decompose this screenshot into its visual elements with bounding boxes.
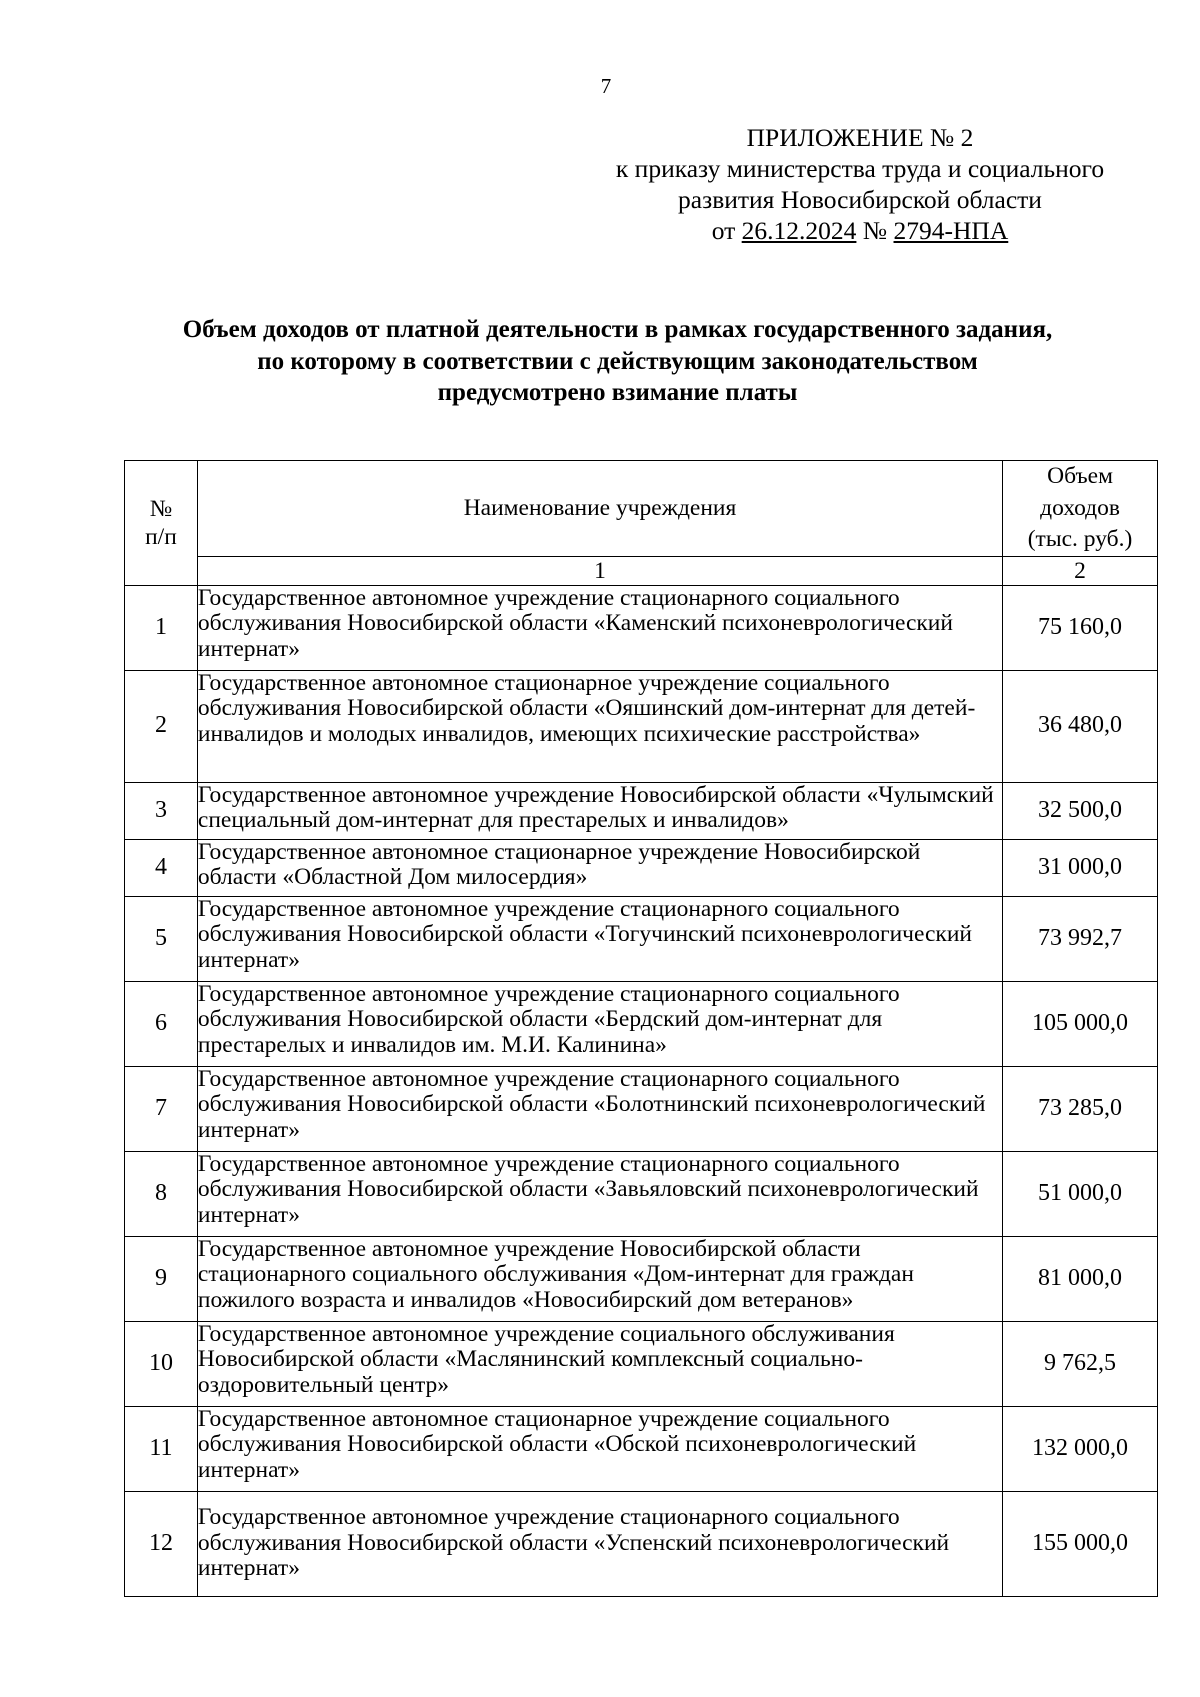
institution-name: Государственное автономное стационарное учреждение социального обслуживания Новосибирской области «Ояшинский дом-интернат для детей-инвалидов и молодых инвалидов, имеющих психические расстройства» [197,670,1002,782]
institution-name: Государственное автономное учреждение стационарного социального обслуживания Новосибирской области «Завьяловский психоневрологический интернат» [197,1151,1002,1236]
appendix-order-line: к приказу министерства труда и социального [615,154,1105,183]
row-number: 9 [125,1236,198,1321]
institution-name: Государственное автономное стационарное учреждение Новосибирской области «Областной Дом милосердия» [197,839,1002,896]
header-volume-line-3: (тыс. руб.) [1027,526,1133,552]
row-number: 3 [125,782,198,839]
number-prefix: № [862,216,888,245]
row-number: 1 [125,585,198,670]
income-value: 132 000,0 [1003,1406,1158,1491]
document-title-line-1: Объем доходов от платной деятельности в рамках государственного задания, [182,316,1053,343]
row-number: 10 [125,1321,198,1406]
income-value: 51 000,0 [1003,1151,1158,1236]
date-prefix: от [711,216,736,245]
header-institution-name: Наименование учреждения [197,461,1002,557]
income-value: 155 000,0 [1003,1491,1158,1596]
row-number: 4 [125,839,198,896]
row-number: 6 [125,981,198,1066]
table-row [125,1236,1158,1321]
income-value: 31 000,0 [1003,839,1158,896]
income-table [124,460,1158,1597]
row-number: 5 [125,896,198,981]
income-value: 9 762,5 [1003,1321,1158,1406]
document-title-line-2: по которому в соответствии с действующим законодательством [257,347,978,375]
institution-name: Государственное автономное учреждение Новосибирской области «Чулымский специальный дом-интернат для престарелых и инвалидов» [197,782,1002,839]
income-value: 73 992,7 [1003,896,1158,981]
column-index-row [125,556,1158,585]
table-row [125,670,1158,782]
appendix-block [560,122,1160,246]
row-number: 7 [125,1066,198,1151]
row-number: 12 [125,1491,198,1596]
income-value: 81 000,0 [1003,1236,1158,1321]
header-income-volume [1003,461,1158,557]
header-volume-line-2: доходов [1040,494,1120,521]
table-row [125,1151,1158,1236]
appendix-date-line [560,215,1160,246]
table-row [125,1406,1158,1491]
table-row [125,896,1158,981]
table-row [125,1066,1158,1151]
institution-name: Государственное автономное учреждение стационарного социального обслуживания Новосибирской области «Болотнинский психоневрологический интернат» [197,1066,1002,1151]
row-number: 2 [125,670,198,782]
order-number: 2794-НПА [893,216,1009,245]
income-value: 32 500,0 [1003,782,1158,839]
institution-name: Государственное автономное учреждение стационарного социального обслуживания Новосибирской области «Каменский психоневрологический интернат» [197,585,1002,670]
institution-name: Государственное автономное учреждение Новосибирской области стационарного социального обслуживания «Дом-интернат для граждан пожилого возраста и инвалидов «Новосибирский дом ветеранов» [197,1236,1002,1321]
column-index: 2 [1003,556,1158,585]
table-row [125,1321,1158,1406]
document-title-line-3: предусмотрено взимание платы [437,379,798,406]
column-index: 1 [197,556,1002,585]
order-date: 26.12.2024 [741,216,857,245]
header-volume-line-1: Объем [1047,463,1113,489]
income-value: 75 160,0 [1003,585,1158,670]
institution-name: Государственное автономное учреждение стационарного социального обслуживания Новосибирской области «Успенский психоневрологический интернат» [197,1491,1002,1596]
row-number: 11 [125,1406,198,1491]
income-value: 105 000,0 [1003,981,1158,1066]
income-value: 36 480,0 [1003,670,1158,782]
page-number: 7 [600,74,612,98]
institution-name: Государственное автономное учреждение стационарного социального обслуживания Новосибирской области «Бердский дом-интернат для престарелых и инвалидов им. М.И. Калинина» [197,981,1002,1066]
institution-name: Государственное автономное учреждение социального обслуживания Новосибирской области «Маслянинский комплексный социально-оздоровительный центр» [197,1321,1002,1406]
table-row [125,585,1158,670]
appendix-ministry-line: развития Новосибирской области [678,185,1042,214]
table-row [125,782,1158,839]
header-number-line-1: № [149,495,173,522]
institution-name: Государственное автономное учреждение стационарного социального обслуживания Новосибирской области «Тогучинский психоневрологический интернат» [197,896,1002,981]
table-row [125,981,1158,1066]
row-number: 8 [125,1151,198,1236]
institution-name: Государственное автономное стационарное учреждение социального обслуживания Новосибирской области «Обской психоневрологический интернат» [197,1406,1002,1491]
document-title [110,314,1125,409]
table-row [125,1491,1158,1596]
header-number-line-2: п/п [145,523,177,550]
income-value: 73 285,0 [1003,1066,1158,1151]
header-number [125,461,198,586]
table-row [125,839,1158,896]
appendix-title: ПРИЛОЖЕНИЕ № 2 [746,123,974,152]
table-header-row [125,461,1158,557]
